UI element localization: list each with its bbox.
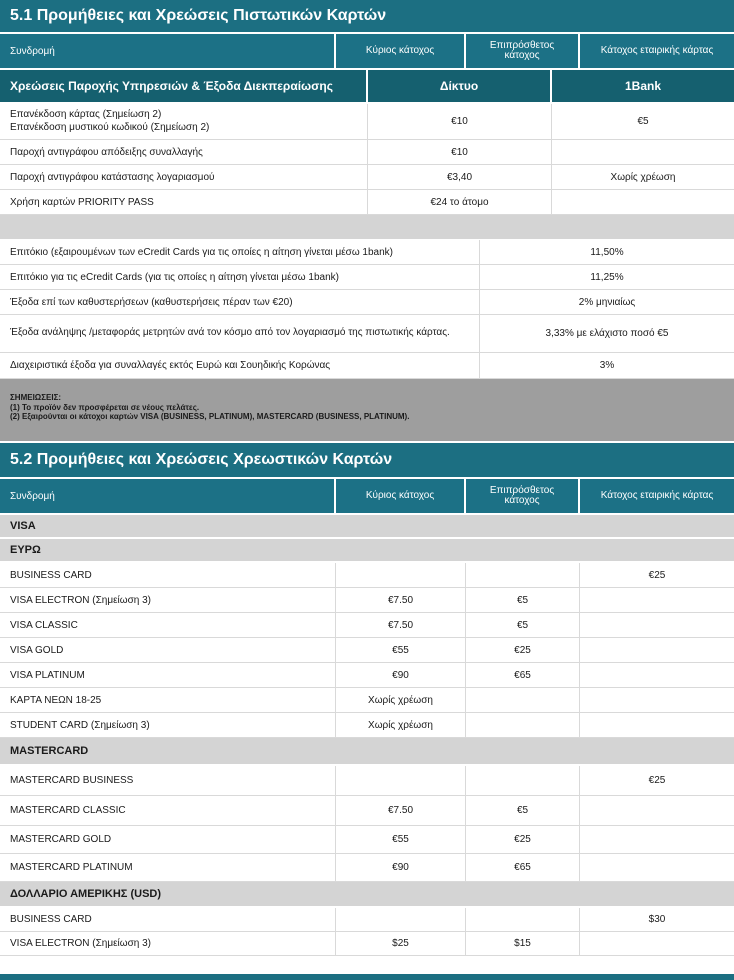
- network-fee: €10: [368, 104, 552, 139]
- main-holder-fee: Χωρίς χρέωση: [336, 713, 466, 737]
- corporate-holder-fee: [580, 588, 734, 612]
- main-holder-fee: €55: [336, 638, 466, 662]
- header-additional-holder: Επιπρόσθετος κάτοχος: [466, 34, 580, 68]
- row-label: Επανέκδοση κάρτας (Σημείωση 2) Επανέκδοση μυστικού κωδικού (Σημείωση 2): [0, 104, 368, 139]
- corporate-holder-fee: [580, 713, 734, 737]
- header-main-holder: Κύριος κάτοχος: [336, 479, 466, 513]
- section-title-debit-cards: 5.2 Προμήθειες και Χρεώσεις Χρεωστικών Καρτών: [0, 443, 734, 479]
- usd-rows: [0, 908, 734, 956]
- additional-holder-fee: [466, 563, 580, 587]
- main-holder-fee: $25: [336, 932, 466, 955]
- card-name: VISA PLATINUM: [0, 663, 336, 687]
- notes-title: ΣΗΜΕΙΩΣΕΙΣ:: [10, 393, 62, 402]
- corporate-holder-fee: [580, 663, 734, 687]
- card-name: VISA ELECTRON (Σημείωση 3): [0, 588, 336, 612]
- subheader-1bank: 1Bank: [624, 79, 662, 93]
- rate-label: Επιτόκιο (εξαιρουμένων των eCredit Cards για τις οποίες η αίτηση γίνεται μέσω 1bank): [0, 240, 480, 264]
- card-name: MASTERCARD GOLD: [0, 826, 336, 853]
- main-holder-fee: [336, 563, 466, 587]
- main-holder-fee: €7.50: [336, 613, 466, 637]
- additional-holder-fee: €5: [466, 796, 580, 825]
- card-name: STUDENT CARD (Σημείωση 3): [0, 713, 336, 737]
- rate-label: Έξοδα ανάληψης /μεταφοράς μετρητών ανά τον κόσμο από τον λογαριασμό της πιστωτικής κάρτας.: [0, 315, 480, 352]
- row-label: Χρήση καρτών PRIORITY PASS: [0, 190, 368, 214]
- additional-holder-fee: €25: [466, 826, 580, 853]
- table-row: [0, 140, 734, 165]
- card-name: MASTERCARD CLASSIC: [0, 796, 336, 825]
- row-label: Παροχή αντιγράφου απόδειξης συναλλαγής: [0, 140, 368, 164]
- corporate-holder-fee: [580, 826, 734, 853]
- rate-label: Επιτόκιο για τις eCredit Cards (για τις οποίες η αίτηση γίνεται μέσω 1bank): [0, 265, 480, 289]
- table-row: [0, 796, 734, 826]
- network-fee: €24 το άτομο: [368, 190, 552, 214]
- table-row: [0, 240, 734, 265]
- table-row: [0, 854, 734, 882]
- additional-holder-fee: [466, 908, 580, 931]
- main-holder-fee: [336, 908, 466, 931]
- table-header-credit: [0, 34, 734, 70]
- corporate-holder-fee: [580, 854, 734, 881]
- table-row: [0, 190, 734, 215]
- card-name: BUSINESS CARD: [0, 908, 336, 931]
- network-fee: €10: [368, 140, 552, 164]
- corporate-holder-fee: [580, 688, 734, 712]
- header-main-holder: Κύριος κάτοχος: [336, 34, 466, 68]
- additional-holder-fee: €5: [466, 588, 580, 612]
- table-row: [0, 638, 734, 663]
- main-holder-fee: Χωρίς χρέωση: [336, 688, 466, 712]
- main-holder-fee: €7.50: [336, 588, 466, 612]
- table-row: [0, 104, 734, 140]
- table-row: [0, 688, 734, 713]
- table-header-debit: [0, 479, 734, 515]
- additional-holder-fee: €65: [466, 663, 580, 687]
- bank-fee: [552, 190, 734, 214]
- separator-band: [0, 215, 734, 240]
- table-row: [0, 766, 734, 796]
- category-usd: ΔΟΛΛΑΡΙΟ ΑΜΕΡΙΚΗΣ (USD): [0, 882, 734, 908]
- category-mastercard: MASTERCARD: [0, 738, 734, 766]
- header-subscription: Συνδρομή: [0, 34, 336, 68]
- row-label: Παροχή αντιγράφου κατάστασης λογαριασμού: [0, 165, 368, 189]
- table-row: [0, 315, 734, 353]
- additional-holder-fee: [466, 766, 580, 795]
- card-name: VISA GOLD: [0, 638, 336, 662]
- table-row: [0, 908, 734, 932]
- card-name: MASTERCARD BUSINESS: [0, 766, 336, 795]
- table-row: [0, 613, 734, 638]
- table-row: [0, 165, 734, 190]
- additional-holder-fee: [466, 688, 580, 712]
- card-name: ΚΑΡΤΑ ΝΕΩΝ 18-25: [0, 688, 336, 712]
- note-1: (1) Το προϊόν δεν προσφέρεται σε νέους πελάτες.: [10, 402, 200, 412]
- additional-holder-fee: €5: [466, 613, 580, 637]
- header-corporate-holder: Κάτοχος εταιρικής κάρτας: [600, 44, 714, 56]
- corporate-holder-fee: [580, 932, 734, 955]
- header-additional-holder: Επιπρόσθετος κάτοχος: [466, 479, 580, 513]
- card-name: MASTERCARD PLATINUM: [0, 854, 336, 881]
- corporate-holder-fee: [580, 638, 734, 662]
- corporate-holder-fee: [580, 796, 734, 825]
- section-title-credit-cards: 5.1 Προμήθειες και Χρεώσεις Πιστωτικών Καρτών: [0, 0, 734, 34]
- table-row: [0, 353, 734, 379]
- additional-holder-fee: €25: [466, 638, 580, 662]
- additional-holder-fee: €65: [466, 854, 580, 881]
- notes-block: [0, 379, 734, 443]
- network-fee: €3,40: [368, 165, 552, 189]
- table-row: [0, 826, 734, 854]
- table-row: [0, 588, 734, 613]
- rate-value: 11,25%: [590, 271, 624, 283]
- visa-rows: [0, 563, 734, 738]
- rate-value: 2% μηνιαίως: [578, 296, 636, 308]
- rate-value: 11,50%: [590, 246, 624, 258]
- rate-value: 3%: [599, 360, 615, 371]
- corporate-holder-fee: €25: [648, 775, 666, 786]
- table-row: [0, 265, 734, 290]
- rate-label: Έξοδα επί των καθυστερήσεων (καθυστερήσεις πέραν των €20): [0, 290, 480, 314]
- additional-holder-fee: [466, 713, 580, 737]
- table-row: [0, 932, 734, 956]
- card-name: VISA ELECTRON (Σημείωση 3): [0, 932, 336, 955]
- main-holder-fee: [336, 766, 466, 795]
- header-corporate-holder: Κάτοχος εταιρικής κάρτας: [600, 489, 714, 501]
- table-row: [0, 290, 734, 315]
- bank-fee: €5: [637, 116, 649, 127]
- bank-fee: Χωρίς χρέωση: [610, 171, 676, 183]
- category-visa: VISA: [0, 515, 734, 539]
- header-subscription: Συνδρομή: [0, 479, 336, 513]
- table-row: [0, 563, 734, 588]
- card-name: VISA CLASSIC: [0, 613, 336, 637]
- note-2: (2) Εξαιρούνται οι κάτοχοι καρτών VISA (BUSINESS, PLATINUM), MASTERCARD (BUSINESS, PLATINUM).: [10, 412, 410, 422]
- subheader-network: Δίκτυο: [368, 70, 552, 102]
- subheader-service-charges: Χρεώσεις Παροχής Υπηρεσιών & Έξοδα Διεκπεραίωσης: [0, 70, 368, 102]
- card-name: BUSINESS CARD: [0, 563, 336, 587]
- corporate-holder-fee: $30: [648, 914, 666, 925]
- bank-fee: [552, 140, 734, 164]
- table-row: [0, 713, 734, 738]
- additional-holder-fee: $15: [466, 932, 580, 955]
- table-row: [0, 663, 734, 688]
- mastercard-rows: [0, 766, 734, 882]
- main-holder-fee: €90: [336, 663, 466, 687]
- rate-label: Διαχειριστικά έξοδα για συναλλαγές εκτός Ευρώ και Σουηδικής Κορώνας: [0, 353, 480, 378]
- main-holder-fee: €55: [336, 826, 466, 853]
- main-holder-fee: €90: [336, 854, 466, 881]
- service-charges-subheader: [0, 70, 734, 104]
- rate-value: 3,33% με ελάχιστο ποσό €5: [545, 328, 669, 339]
- corporate-holder-fee: €25: [648, 569, 666, 581]
- footer-bar: [0, 974, 734, 980]
- corporate-holder-fee: [580, 613, 734, 637]
- main-holder-fee: €7.50: [336, 796, 466, 825]
- category-euro: ΕΥΡΩ: [0, 539, 734, 563]
